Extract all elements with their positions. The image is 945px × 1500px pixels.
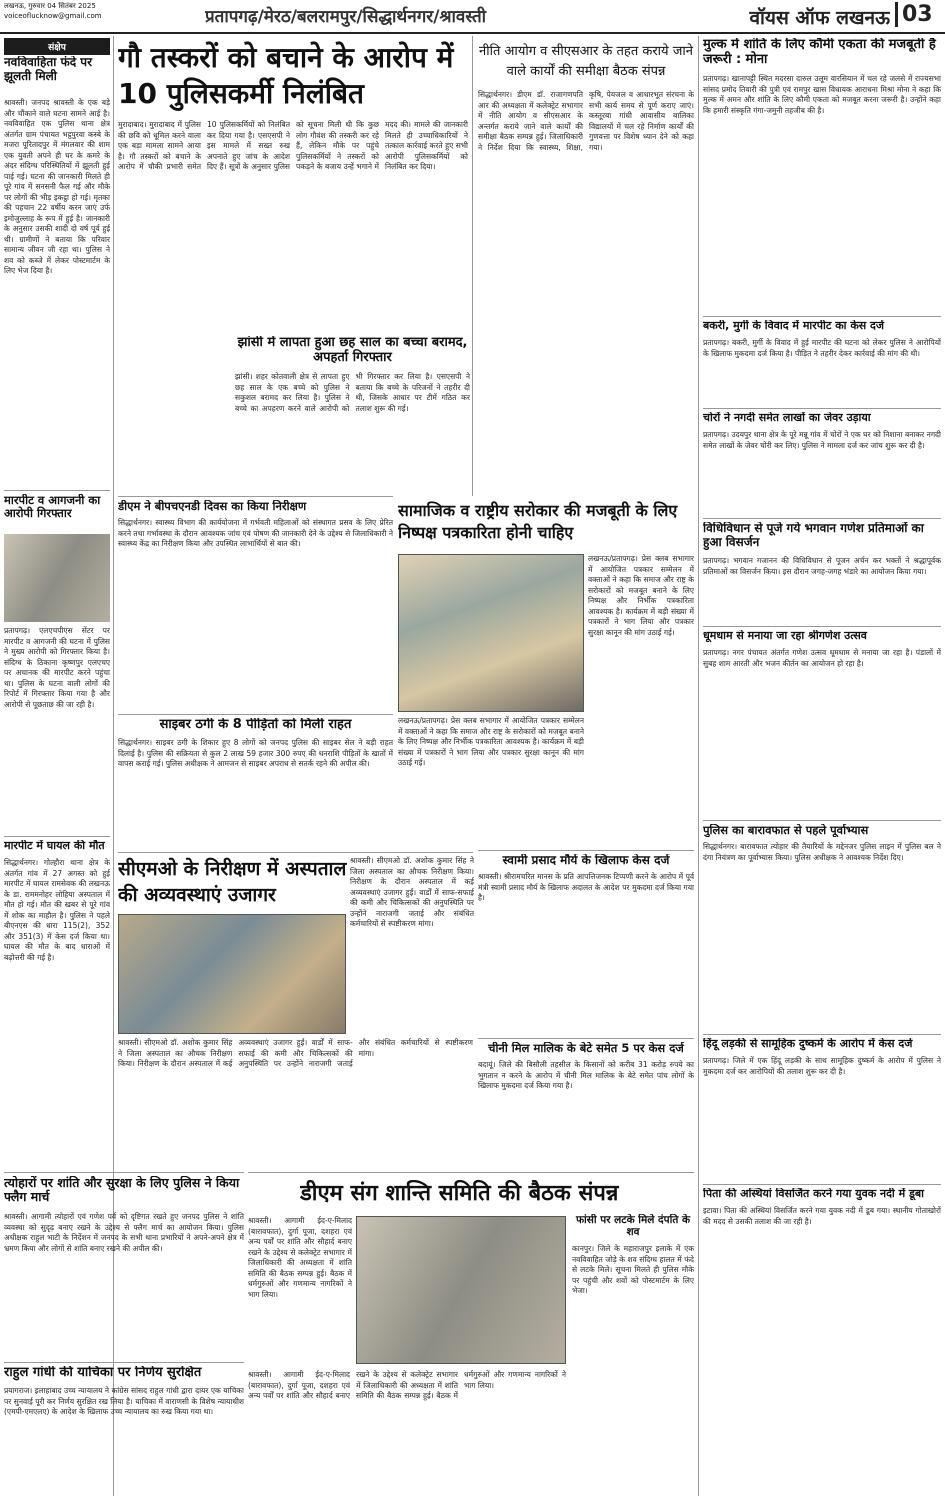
body-cmo-inspection: श्रावस्ती। सीएमओ डॉ. अशोक कुमार सिंह ने जिला अस्पताल का औचक निरीक्षण किया। निरीक्षण के दौरान अस्पताल में कई अव्यवस्थाएं उजागर हुईं। वार्डों में साफ-सफाई की कमी और चिकित्सकों की अनुपस्थिति पर उन्होंने नाराजगी जताई और संबंधित कर्मचारियों से स्पष्टीकरण मांगा। [118, 1038, 473, 1068]
photo-peace-meeting [356, 1216, 566, 1364]
headline-cmo-inspection: सीएमओ के निरीक्षण में अस्पताल की अव्यवस्थाएं उजागर [118, 858, 347, 906]
headline-arson-arrest: मारपीट व आगजनी का आरोपी गिरफ्तार [4, 494, 101, 521]
headline-injured-death: मारपीट में घायल की मौत [4, 840, 105, 852]
headline-lead-story: गौ तस्करों को बचाने के आरोप में 10 पुलिसकर्मी निलंबित [118, 41, 454, 110]
photo-journalism-event [398, 554, 584, 712]
headline-couple-found: फांसी पर लटके मिले दंपति के शव [575, 1214, 691, 1239]
photo-hospital [118, 914, 346, 1034]
body-arson-arrest: प्रतापगढ़। एलएचपीएस सेंटर पर मारपीट व आगजनी की घटना में पुलिस ने मुख्य आरोपी को गिरफ्तार किया है। संदिग्ध के ठिकाना कृष्णपुर एलएचए पर अचानक की मारपीट करने पहुंचा था। पुलिस के घटना वाली लोगों की रिपोर्ट में गिरफ्तार किया गया है और आरोपी से पूछताछ की जा रही है। [4, 626, 110, 709]
body-cmo-side: श्रावस्ती। सीएमओ डॉ. अशोक कुमार सिंह ने जिला अस्पताल का औचक निरीक्षण किया। निरीक्षण के दौरान अस्पताल में कई अव्यवस्थाएं उजागर हुईं। वार्डों में साफ-सफाई की कमी और चिकित्सकों की अनुपस्थिति पर उन्होंने नाराजगी जताई और संबंधित कर्मचारियों से स्पष्टीकरण मांगा। [350, 856, 474, 928]
headline-jewel-theft: चोरों ने नगदी समेत लाखों का जेवर उड़ाया [703, 412, 871, 424]
body-newlywed: श्रावस्ती। जनपद श्रावस्ती के एक बड़े और चौंकाने वाले घटना सामने आई है। नवविवाहित एक पुलिस थाना क्षेत्र अंतर्गत ग्राम पंचायत भट्ठपुरवा कस्बे के मजरा पूरितादपुर में मंगलवार की शाम एक युवती अपने ही घर के कमरे के अंदर संदिग्ध परिस्थितियों में झूलती हुई पाई गई। घटना की जानकारी मिलते ही पूरे गांव में सनसनी फैल गई और मौके पर लोगों की भीड़ इकट्ठा हो गई। मृतका की पहचान 22 वर्षीय करन जाएं उर्फ इमोजुल्लाह के रूप में हुई है। जानकारी के अनुसार उसकी शादी दो वर्ष पूर्व हुई थी। ग्रामीणों ने बताया कि परिवार सामान्य जीवन जी रहा था। पुलिस ने शव को कब्जे में लेकर पोस्टमार्टम के लिए भेज दिया है। [4, 98, 110, 275]
headline-jhansi-child: झांसी में लापता हुआ छह साल का बच्चा बरामद, अपहर्ता गिरफ्तार [237, 336, 468, 365]
body-ganesh-immersion: प्रतापगढ़। भगवान गजानन की विधिविधान से पूजन अर्चन कर भक्तों ने श्रद्धापूर्वक प्रतिमाओं का विसर्जन किया। इस दौरान जगह-जगह भंडारे का आयोजन किया गया। [703, 556, 941, 576]
headline-youth-drowned: पिता की अस्थियां विसर्जित करने गया युवक नदी में डूबा [703, 1188, 925, 1200]
body-youth-drowned: इटावा। पिता की अस्थियां विसर्जित करने गया युवक नदी में डूब गया। स्थानीय गोताखोरों की मदद से उसकी तलाश की जा रही है। [703, 1206, 941, 1226]
body-sugar-mill: बदायूं। जिले की बिसौली तहसील के किसानों को करीब 31 करोड़ रुपये का भुगतान न करने के आरोप में चीनी मिल मालिक के बेटे समेत पांच लोगों के खिलाफ मुकदमा दर्ज किया गया है। [478, 1060, 694, 1090]
body-flag-march: श्रावस्ती। आगामी त्योहारों एवं गणेश पर्व को दृष्टिगत रखते हुए जनपद पुलिस ने शांति व्यवस्था को सुदृढ़ बनाए रखने के उद्देश्य से फ्लैग मार्च का आयोजन किया। पुलिस अधीक्षक राहुल भाटी के निर्देशन में जनपद के सभी थाना प्रभारियों ने अपने-अपने क्षेत्र में भ्रमण किया और लोगों से शांति बनाए रखने की अपील की। [4, 1212, 244, 1253]
website: voiceoflucknow@gmail.com [4, 12, 102, 20]
headline-sugar-mill: चीनी मिल मालिक के बेटे समेत 5 पर केस दर्ज [488, 1042, 684, 1055]
body-peace-committee-2: श्रावस्ती। आगामी ईद-ए-मिलाद (बारावफात), दुर्गा पूजा, दशहरा एवं अन्य पर्वों पर शांति और सौहार्द बनाए रखने के उद्देश्य से कलेक्ट्रेट सभागार में जिलाधिकारी की अध्यक्षता में शांति समिति की बैठक सम्पन्न हुई। बैठक में धर्मगुरुओं और गणमान्य नागरिकों ने भाग लिया। [248, 1370, 566, 1400]
date-line: लखनऊ, गुरुवार 04 सितंबर 2025 [4, 2, 96, 10]
headline-maurya-case: स्वामी प्रसाद मौर्य के खिलाफ केस दर्ज [502, 854, 670, 867]
cities-header: प्रतापगढ़/मेरठ/बलरामपुर/सिद्धार्थनगर/श्रावस्ती [205, 7, 487, 27]
body-ganesh-festival: प्रतापगढ़। नगर पंचायत अंतर्गत गणेश उत्सव धूमधाम से मनाया जा रहा है। पंडालों में सुबह शाम आरती और भजन कीर्तन का आयोजन हो रहा है। [703, 648, 941, 668]
body-dm-inspection: सिद्धार्थनगर। स्वास्थ्य विभाग की कार्ययोजना में गर्भवती महिलाओं को संस्थागत प्रसव के लिए प्रेरित करने तथा गर्भावस्था के दौरान आवश्यक जांच एवं पोषण की जानकारी देने के उद्देश्य से जिलाधिकारी ने स्वास्थ्य केंद्र का निरीक्षण किया और उपस्थित लाभार्थियों से बात की। [118, 518, 393, 548]
body-rahul-petition: प्रयागराज। इलाहाबाद उच्च न्यायालय ने कांग्रेस सांसद राहुल गांधी द्वारा दायर एक याचिका पर सुनवाई पूरी कर निर्णय सुरक्षित रख लिया है। याचिका में वाराणसी के विशेष न्यायाधीश (एमपी-एमएलए) के आदेश के खिलाफ उच्च न्यायालय का रुख किया गया था। [4, 1386, 244, 1416]
body-goat-dispute: प्रतापगढ़। बकरी, मुर्गी के विवाद में हुई मारपीट की घटना को लेकर पुलिस ने आरोपियों के खिलाफ मुकदमा दर्ज किया है। पीड़ित ने तहरीर देकर कार्रवाई की मांग की थी। [703, 338, 941, 358]
body-lead-story: मुरादाबाद। मुरादाबाद में पुलिस की छवि को धूमिल करने वाला एक बड़ा मामला सामने आया है। गौ तस्करों को बचाने के आरोप में चौकी प्रभारी समेत 10 पुलिसकर्मियों को निलंबित कर दिया गया है। एसएसपी ने इस मामले में सख्त रुख अपनाते हुए जांच के आदेश दिए हैं। सूत्रों के अनुसार पुलिस को सूचना मिली थी कि कुछ लोग गौवंश की तस्करी कर रहे हैं, लेकिन मौके पर पहुंचे पुलिसकर्मियों ने तस्करों को पकड़ने के बजाय उन्हें भगाने में मदद की। मामले की जानकारी मिलते ही उच्चाधिकारियों ने तत्काल कार्रवाई करते हुए सभी आरोपी पुलिसकर्मियों को निलंबित कर दिया। [118, 120, 468, 171]
body-niti-ayog: सिद्धार्थनगर। डीएम डॉ. राजागणपति आर की अध्यक्षता में कलेक्ट्रेट सभागार में नीति आयोग व सीएसआर के अन्तर्गत कराये जाने वाले कार्यों की समीक्षा बैठक सम्पन्न हुई। जिलाधिकारी ने निर्देश दिया कि स्वास्थ्य, शिक्षा, कृषि, पेयजल व आधारभूत संरचना के सभी कार्य समय से पूर्ण कराए जाएं। कस्तूरबा गांधी आवासीय बालिका विद्यालयों में चल रहे निर्माण कार्यों की गुणवत्ता पर विशेष ध्यान देने को कहा गया। [478, 90, 694, 152]
headline-assault-case: हिंदू लड़की से सामूहिक दुष्कर्म के आरोप में केस दर्ज [703, 1038, 913, 1050]
body-injured-death: सिद्धार्थनगर। गोल्हौरा थाना क्षेत्र के अंतर्गत गांव में 27 अगस्त को हुई मारपीट में घायल रामसेवक की लखनऊ के डा. राममनोहर लोहिया अस्पताल में मौत हो गई। मौत की खबर से पूरे गांव में शोक का माहौल है। पुलिस ने पहले बीएनएस की धारा 115(2), 352 और 351(3) में केस दर्ज किया था। घायल की मौत के बाद धाराओं में बढ़ोत्तरी की गई है। [4, 858, 110, 962]
headline-peace-committee: डीएम संग शान्ति समिति की बैठक संपन्न [300, 1181, 619, 1206]
headline-ganesh-immersion: विधिविधान से पूजे गये भगवान गणेश प्रतिमाओं का हुआ विसर्जन [703, 522, 924, 549]
brief-label: संक्षेप [4, 38, 110, 55]
body-police-drill: सिद्धार्थनगर। बारावफात त्योहार की तैयारियों के मद्देनजर पुलिस लाइन में पुलिस बल ने दंगा नियंत्रण का पूर्वाभ्यास किया। पुलिस अधीक्षक ने आवश्यक निर्देश दिए। [703, 842, 941, 862]
masthead-rule [0, 32, 945, 34]
headline-ganesh-festival: धूमधाम से मनाया जा रहा श्रीगणेश उत्सव [703, 630, 867, 642]
body-peace-committee: श्रावस्ती। आगामी ईद-ए-मिलाद (बारावफात), दुर्गा पूजा, दशहरा एवं अन्य पर्वों पर शांति और सौहार्द बनाए रखने के उद्देश्य से कलेक्ट्रेट सभागार में जिलाधिकारी की अध्यक्षता में शांति समिति की बैठक सम्पन्न हुई। बैठक में धर्मगुरुओं और गणमान्य नागरिकों ने भाग लिया। [248, 1216, 352, 1299]
headline-communal-unity: मुल्क में शांति के लिए कौमी एकता की मजबूती है जरूरी : मोना [703, 38, 936, 67]
page-number: 03 [895, 2, 943, 27]
body-communal-unity: प्रतापगढ़। खानापट्टी स्थित मदरसा दारुल उलूम वारसियान में चल रहे जलसे में राज्यसभा सांसद प्रमोद तिवारी की पुत्री एवं रामपुर खास विधायक आराधना मिश्रा मोना ने कहा कि मुल्क में अमन और शांति के लिए कौमी एकता को मजबूत करना जरूरी है। उन्होंने कहा कि हमारी संस्कृति गंगा-जमुनी तहजीब की है। [703, 74, 941, 115]
body-jewel-theft: प्रतापगढ़। उदयपुर थाना क्षेत्र के पूरे मन्नू गांव में चोरों ने एक घर को निशाना बनाकर नगदी समेत लाखों के जेवर चोरी कर लिए। पुलिस ने मामला दर्ज कर जांच शुरू कर दी है। [703, 430, 941, 450]
body-journalism-side: लखनऊ/प्रतापगढ़। प्रेस क्लब सभागार में आयोजित पत्रकार सम्मेलन में वक्ताओं ने कहा कि समाज और राष्ट्र के सरोकारों को मजबूत बनाने के लिए निष्पक्ष और निर्भीक पत्रकारिता आवश्यक है। कार्यक्रम में बड़ी संख्या में पत्रकारों ने भाग लिया और पत्रकार सुरक्षा कानून की मांग उठाई गई। [588, 554, 694, 637]
paper-name: वॉयस ऑफ लखनऊ [749, 7, 890, 29]
body-jhansi-child: झांसी। शहर कोतवाली क्षेत्र से लापता हुए छह साल के एक बच्चे को पुलिस ने सकुशल बरामद कर लिया है। पुलिस ने बच्चे का अपहरण करने वाले आरोपी को भी गिरफ्तार कर लिया है। एसएसपी ने बताया कि बच्चे के परिजनों ने तहरीर दी थी, जिसके आधार पर टीमें गठित कर तलाश शुरू की गई। [235, 372, 470, 413]
body-journalism: लखनऊ/प्रतापगढ़। प्रेस क्लब सभागार में आयोजित पत्रकार सम्मेलन में वक्ताओं ने कहा कि समाज और राष्ट्र के सरोकारों को मजबूत बनाने के लिए निष्पक्ष और निर्भीक पत्रकारिता आवश्यक है। कार्यक्रम में बड़ी संख्या में पत्रकारों ने भाग लिया और पत्रकार सुरक्षा कानून की मांग उठाई गई। [398, 716, 584, 767]
body-assault-case: प्रतापगढ़। जिले में एक हिंदू लड़की के साथ सामूहिक दुष्कर्म के आरोप में पुलिस ने मुकदमा दर्ज कर आरोपियों की तलाश शुरू कर दी है। [703, 1056, 941, 1076]
body-cyber-relief: सिद्धार्थनगर। साइबर ठगी के शिकार हुए 8 लोगों को जनपद पुलिस की साइबर सेल ने बड़ी राहत दिलाई है। पुलिस की सक्रियता से कुल 2 लाख 59 हजार 300 रुपए की धनराशि पीड़ितों के खातों में वापस कराई गई। पुलिस अधीक्षक ने आमजन से साइबर अपराध से सतर्क रहने की अपील की। [118, 738, 393, 768]
headline-goat-dispute: बकरी, मुर्गी के विवाद में मारपीट का केस दर्ज [703, 320, 885, 332]
headline-cyber-relief: साइबर ठगी के 8 पीड़ितों को मिली राहत [159, 718, 352, 732]
body-couple-found: कानपुर। जिले के महाराजपुर इलाके में एक नवविवाहित जोड़े के शव संदिग्ध हालत में फंदे से लटके मिले। सूचना मिलते ही पुलिस मौके पर पहुंची और शवों को पोस्टमार्टम के लिए भेजा। [572, 1244, 694, 1295]
headline-journalism: सामाजिक व राष्ट्रीय सरोकार की मजबूती के लिए निष्पक्ष पत्रकारिता होनी चाहिए [398, 501, 678, 542]
body-maurya-case: श्रावस्ती। श्रीरामचरित मानस के प्रति आपत्तिजनक टिप्पणी करने के आरोप में पूर्व मंत्री स्वामी प्रसाद मौर्य के खिलाफ अदालत के आदेश पर मुकदमा दर्ज किया गया है। [478, 872, 694, 902]
headline-dm-inspection: डीएम ने बीपचएनडी दिवस का किया निरीक्षण [118, 500, 307, 513]
headline-rahul-petition: राहुल गांधी की याचिका पर निर्णय सुरक्षित [4, 1366, 202, 1380]
photo-arrest [4, 534, 110, 622]
headline-niti-ayog: नीति आयोग व सीएसआर के तहत कराये जाने वाले कार्यों की समीक्षा बैठक संपन्न [479, 44, 693, 79]
headline-police-drill: पुलिस का बारावफात से पहले पूर्वाभ्यास [703, 824, 869, 837]
column-divider [698, 36, 699, 1496]
headline-newlywed: नवविवाहिता फंदे पर झूलती मिली [4, 56, 93, 83]
headline-flag-march: त्योहारों पर शांति और सुरक्षा के लिए पुलिस ने किया फ्लैग मार्च [4, 1176, 240, 1205]
